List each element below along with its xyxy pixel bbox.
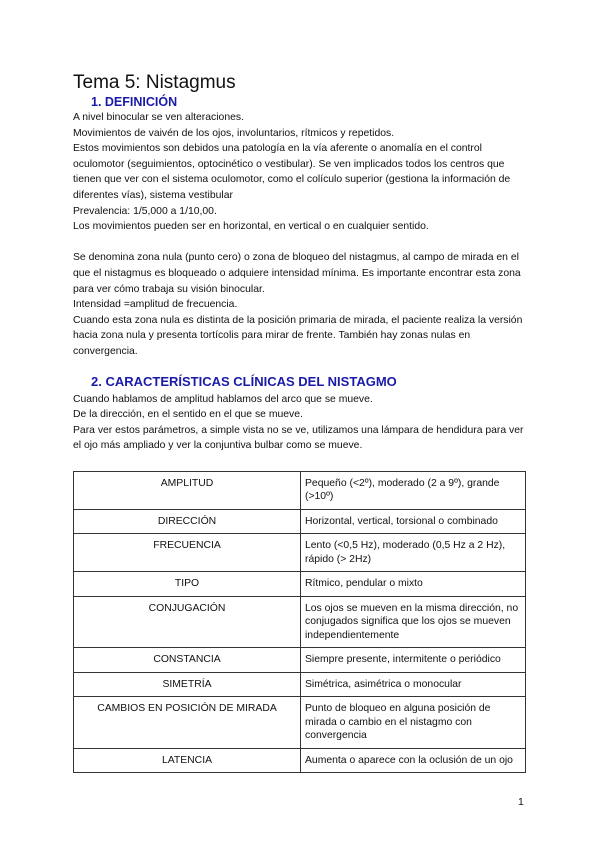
document-page bbox=[73, 72, 529, 773]
table-key-cell: FRECUENCIA bbox=[74, 534, 301, 572]
page-title: Tema 5: Nistagmus bbox=[73, 72, 236, 93]
table-row bbox=[74, 748, 526, 773]
table-key-cell: LATENCIA bbox=[74, 748, 301, 773]
paragraph: Intensidad =amplitud de frecuencia. bbox=[73, 299, 238, 311]
table-row bbox=[74, 471, 526, 509]
spacer bbox=[73, 235, 529, 251]
table-value-cell: Siempre presente, intermitente o periódico bbox=[301, 648, 526, 673]
table-key-cell: AMPLITUD bbox=[74, 471, 301, 509]
paragraph: Se denomina zona nula (punto cero) o zona de bloqueo del nistagmus, al campo de mirada en el que el nistagmus es bloqueado o adquiere intensidad mínima. Es importante encontrar esta zona para ver cómo trabaja su visión binocular. bbox=[73, 252, 521, 295]
table-key-cell: TIPO bbox=[74, 572, 301, 597]
paragraph: Los movimientos pueden ser en horizontal, en vertical o en cualquier sentido. bbox=[73, 221, 429, 233]
page-number: 1 bbox=[518, 797, 524, 808]
paragraph: Movimientos de vaivén de los ojos, involuntarios, rítmicos y repetidos. bbox=[73, 127, 395, 139]
table-value-cell: Punto de bloqueo en alguna posición de mirada o cambio en el nistagmo con convergencia bbox=[301, 697, 526, 749]
paragraph: Estos movimientos son debidos una patología en la vía aferente o anomalía en el control oculomotor (seguimientos, optocinético o vestibular). Se ven implicados todos los centros que tienen que ver con el sistema oculomotor, como el colículo superior (gestiona la información de diferentes vías), sistema vestibular bbox=[73, 143, 511, 201]
table-row bbox=[74, 534, 526, 572]
paragraph: Prevalencia: 1/5,000 a 1/10,00. bbox=[73, 205, 217, 217]
table-row bbox=[74, 572, 526, 597]
table-row bbox=[74, 596, 526, 648]
table-key-cell: SIMETRÍA bbox=[74, 672, 301, 697]
table-row bbox=[74, 697, 526, 749]
table-value-cell: Lento (<0,5 Hz), moderado (0,5 Hz a 2 Hz), rápido (> 2Hz) bbox=[301, 534, 526, 572]
paragraph: Cuando hablamos de amplitud hablamos del arco que se mueve. bbox=[73, 393, 373, 405]
paragraph: De la dirección, en el sentido en el que se mueve. bbox=[73, 409, 303, 421]
characteristics-table bbox=[73, 471, 526, 774]
paragraph: Para ver estos parámetros, a simple vista no se ve, utilizamos una lámpara de hendidura para ver el ojo más ampliado y ver la conjuntiva bulbar como se mueve. bbox=[73, 424, 524, 452]
table-key-cell: CAMBIOS EN POSICIÓN DE MIRADA bbox=[74, 697, 301, 749]
table-value-cell: Aumenta o aparece con la oclusión de un ojo bbox=[301, 748, 526, 773]
paragraph: A nivel binocular se ven alteraciones. bbox=[73, 112, 244, 123]
paragraph: Cuando esta zona nula es distinta de la posición primaria de mirada, el paciente realiza la versión hacia zona nula y presenta tortícolis para mirar de frente. También hay zonas nulas en convergencia. bbox=[73, 314, 523, 357]
table-key-cell: DIRECCIÓN bbox=[74, 509, 301, 534]
table-row bbox=[74, 509, 526, 534]
table-key-cell: CONSTANCIA bbox=[74, 648, 301, 673]
table-value-cell: Horizontal, vertical, torsional o combinado bbox=[301, 509, 526, 534]
table-row bbox=[74, 648, 526, 673]
section-heading-caracteristicas: 2. CARACTERÍSTICAS CLÍNICAS DEL NISTAGMO bbox=[91, 373, 397, 389]
table-value-cell: Pequeño (<2º), moderado (2 a 9º), grande (>10º) bbox=[301, 471, 526, 509]
table-value-cell: Rítmico, pendular o mixto bbox=[301, 572, 526, 597]
table-key-cell: CONJUGACIÓN bbox=[74, 596, 301, 648]
table-row bbox=[74, 672, 526, 697]
section-heading-definicion: 1. DEFINICIÓN bbox=[91, 95, 178, 109]
table-value-cell: Los ojos se mueven en la misma dirección, no conjugados significa que los ojos se mueven independientemente bbox=[301, 596, 526, 648]
table-value-cell: Simétrica, asimétrica o monocular bbox=[301, 672, 526, 697]
